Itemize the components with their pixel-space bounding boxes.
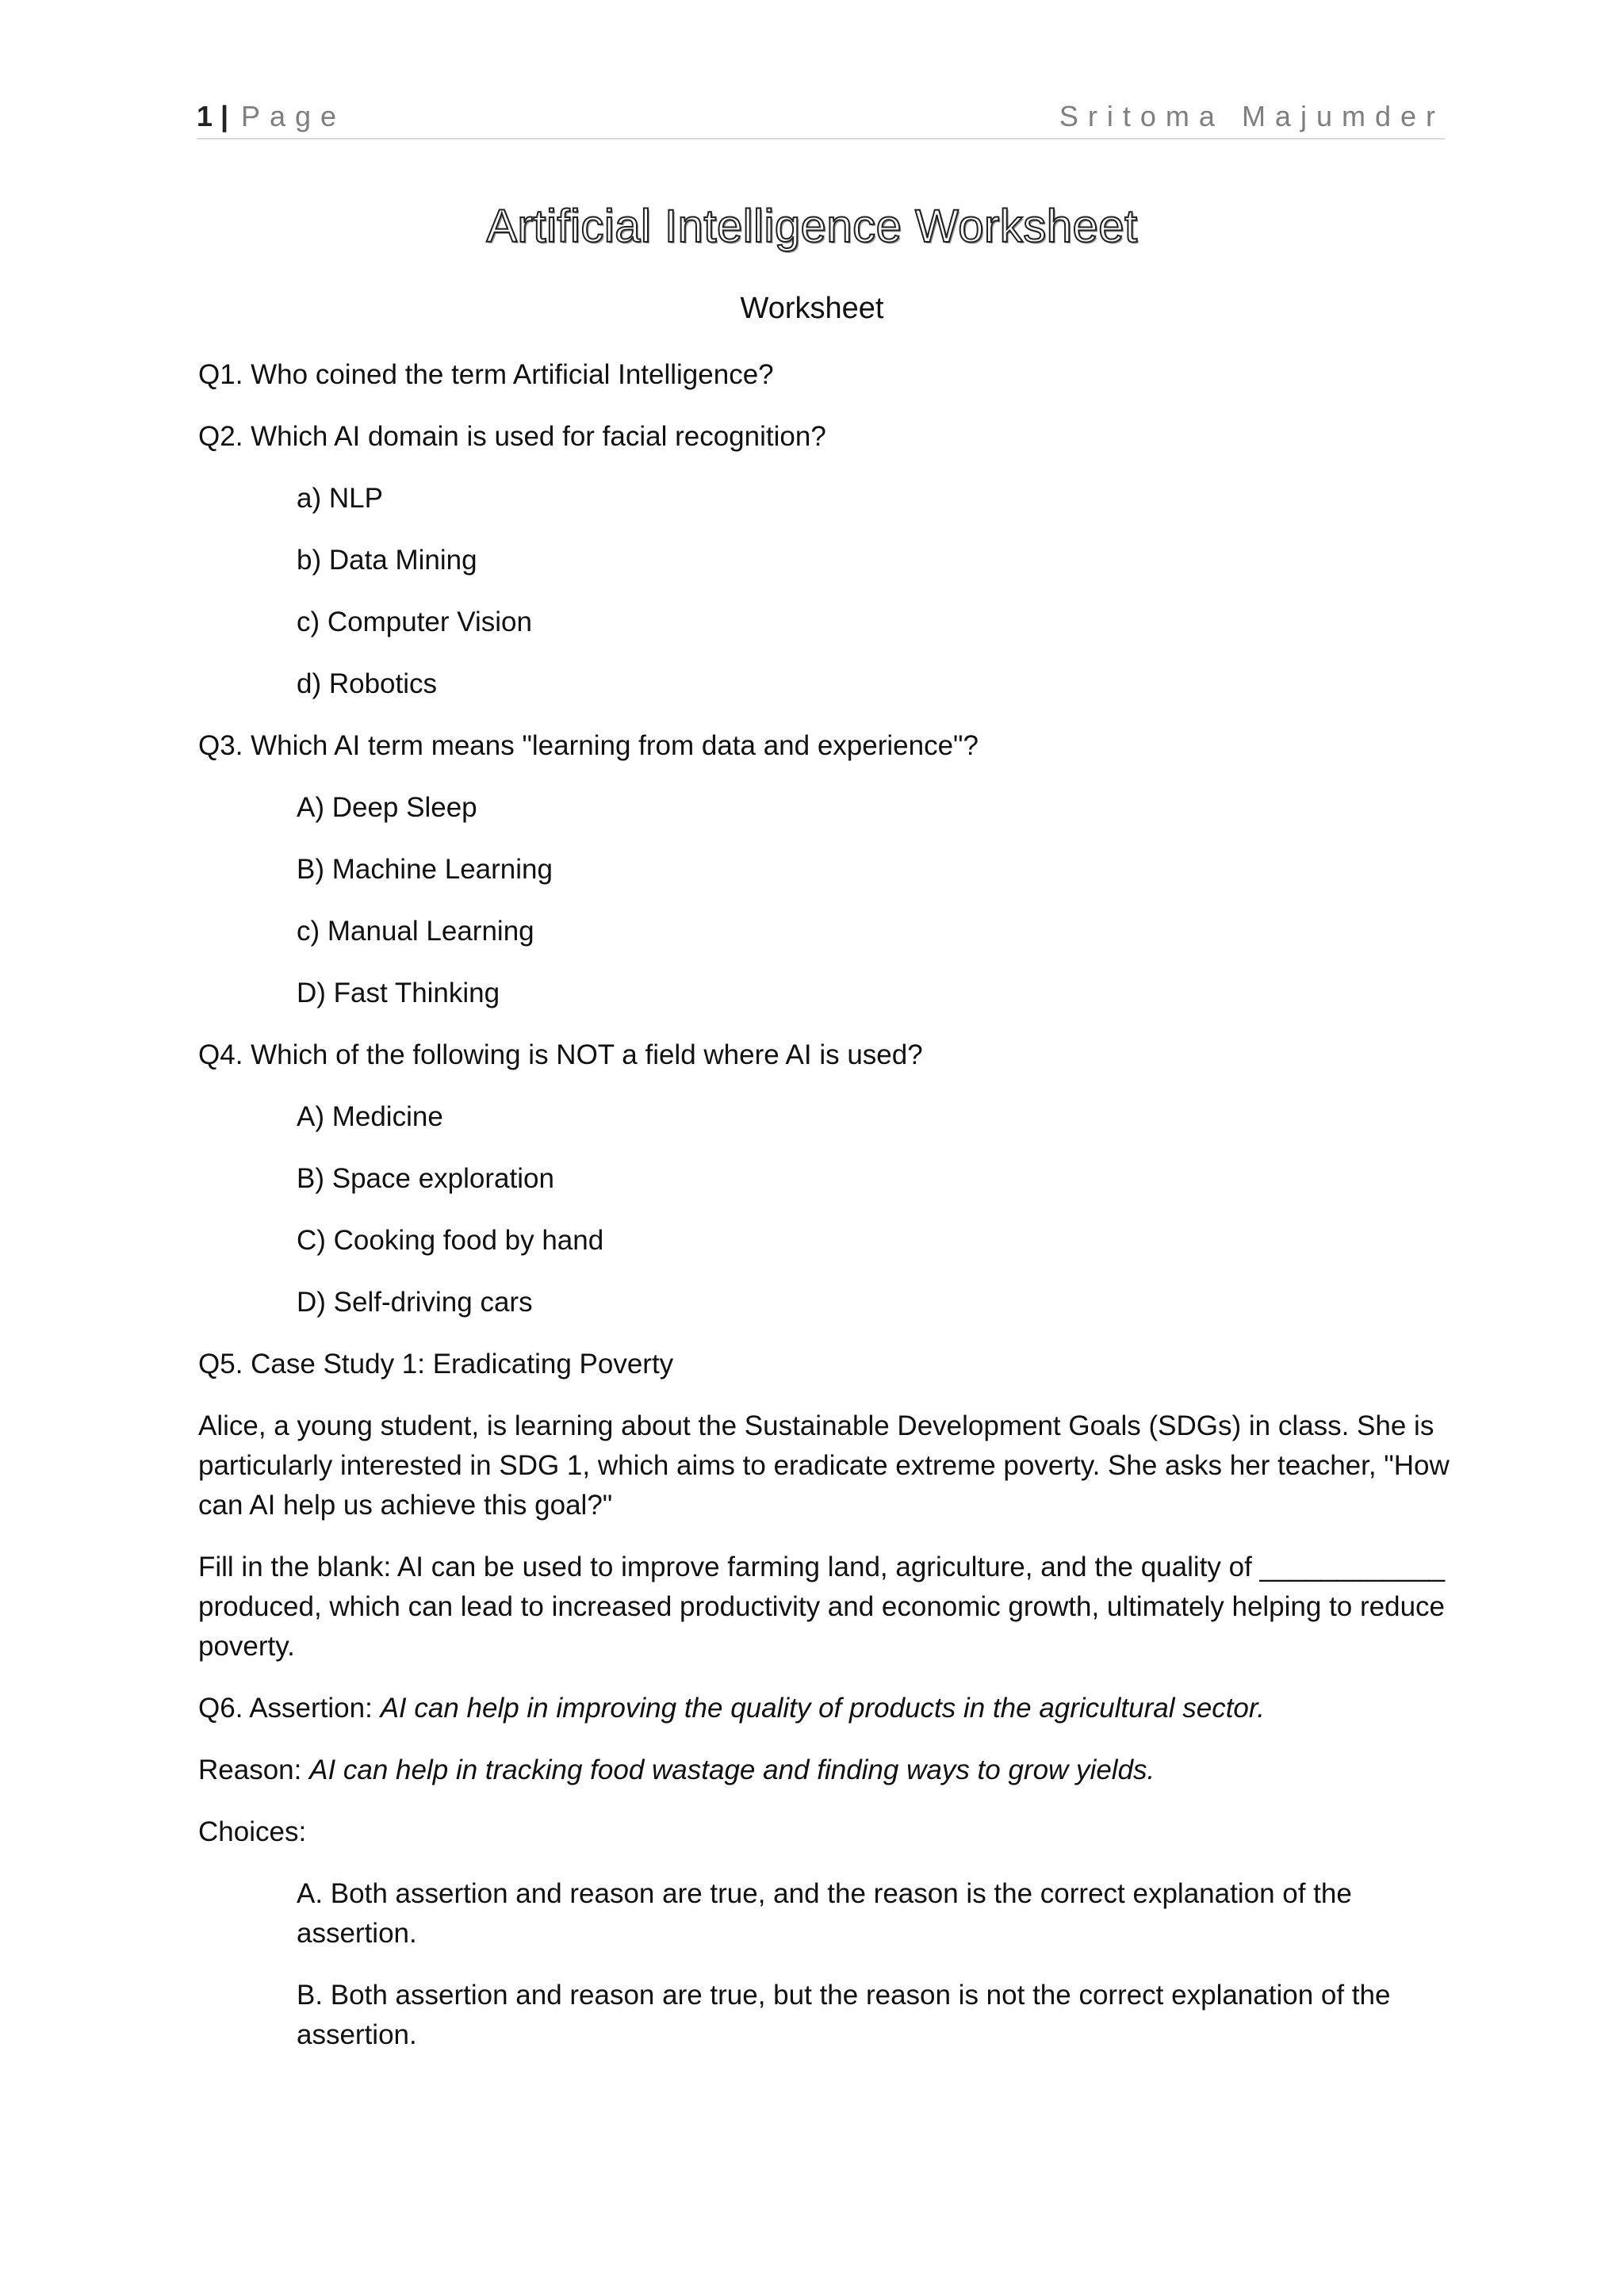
- q3-option-d: D) Fast Thinking: [297, 978, 500, 1008]
- q4-option-a: A) Medicine: [297, 1101, 443, 1132]
- q2-option-d: d) Robotics: [297, 668, 438, 699]
- question-5: Q5. Case Study 1: Eradicating Poverty: [198, 1349, 674, 1380]
- q6-choice-a: A. Both assertion and reason are true, and the reason is the correct explanation of the assertion.: [297, 1878, 1352, 1949]
- assertion-text: AI can help in improving the quality of products in the agricultural sector.: [380, 1693, 1265, 1724]
- worksheet-content: [198, 355, 1451, 2077]
- document-title: Artificial Intelligence Worksheet: [486, 201, 1138, 252]
- document-subtitle: Worksheet: [740, 292, 884, 325]
- q4-option-c: C) Cooking food by hand: [297, 1225, 604, 1256]
- q3-option-a: A) Deep Sleep: [297, 792, 477, 823]
- q4-option-d: D) Self-driving cars: [297, 1287, 533, 1318]
- page-header: [197, 97, 1445, 140]
- q2-option-c: c) Computer Vision: [297, 607, 532, 637]
- q3-option-b: B) Machine Learning: [297, 854, 553, 885]
- reason-label: Reason:: [198, 1755, 310, 1785]
- q5-case-paragraph: Alice, a young student, is learning about the Sustainable Development Goals (SDGs) in class. She is particularly interested in SDG 1, which aims to eradicate extreme poverty. She asks her teacher, "How can AI help us achieve this goal?": [198, 1410, 1450, 1521]
- q3-option-c: c) Manual Learning: [297, 916, 534, 947]
- q2-option-a: a) NLP: [297, 483, 383, 514]
- question-1: Q1. Who coined the term Artificial Intelligence?: [198, 359, 774, 390]
- question-4: Q4. Which of the following is NOT a field where AI is used?: [198, 1039, 923, 1070]
- page-label: Page: [241, 100, 347, 132]
- assertion-label: Q6. Assertion:: [198, 1693, 381, 1724]
- page-number: 1 |: [197, 100, 229, 132]
- question-2: Q2. Which AI domain is used for facial recognition?: [198, 421, 826, 452]
- question-6-reason: [198, 1751, 1451, 1790]
- author-name: Sritoma Majumder: [1059, 100, 1445, 132]
- choices-label: Choices:: [198, 1816, 307, 1847]
- q5-fill-in-blank: Fill in the blank: AI can be used to improve farming land, agriculture, and the quality of ____________ produced, which can lead to increased productivity and economic growth, ultimately helping to reduce poverty.: [198, 1552, 1446, 1662]
- q6-choice-b: B. Both assertion and reason are true, but the reason is not the correct explanation of the assertion.: [297, 1980, 1391, 2050]
- q2-option-b: b) Data Mining: [297, 545, 477, 576]
- question-3: Q3. Which AI term means "learning from data and experience"?: [198, 730, 979, 761]
- q4-option-b: B) Space exploration: [297, 1163, 554, 1194]
- question-6-assertion: [198, 1689, 1451, 1728]
- reason-text: AI can help in tracking food wastage and finding ways to grow yields.: [309, 1755, 1155, 1785]
